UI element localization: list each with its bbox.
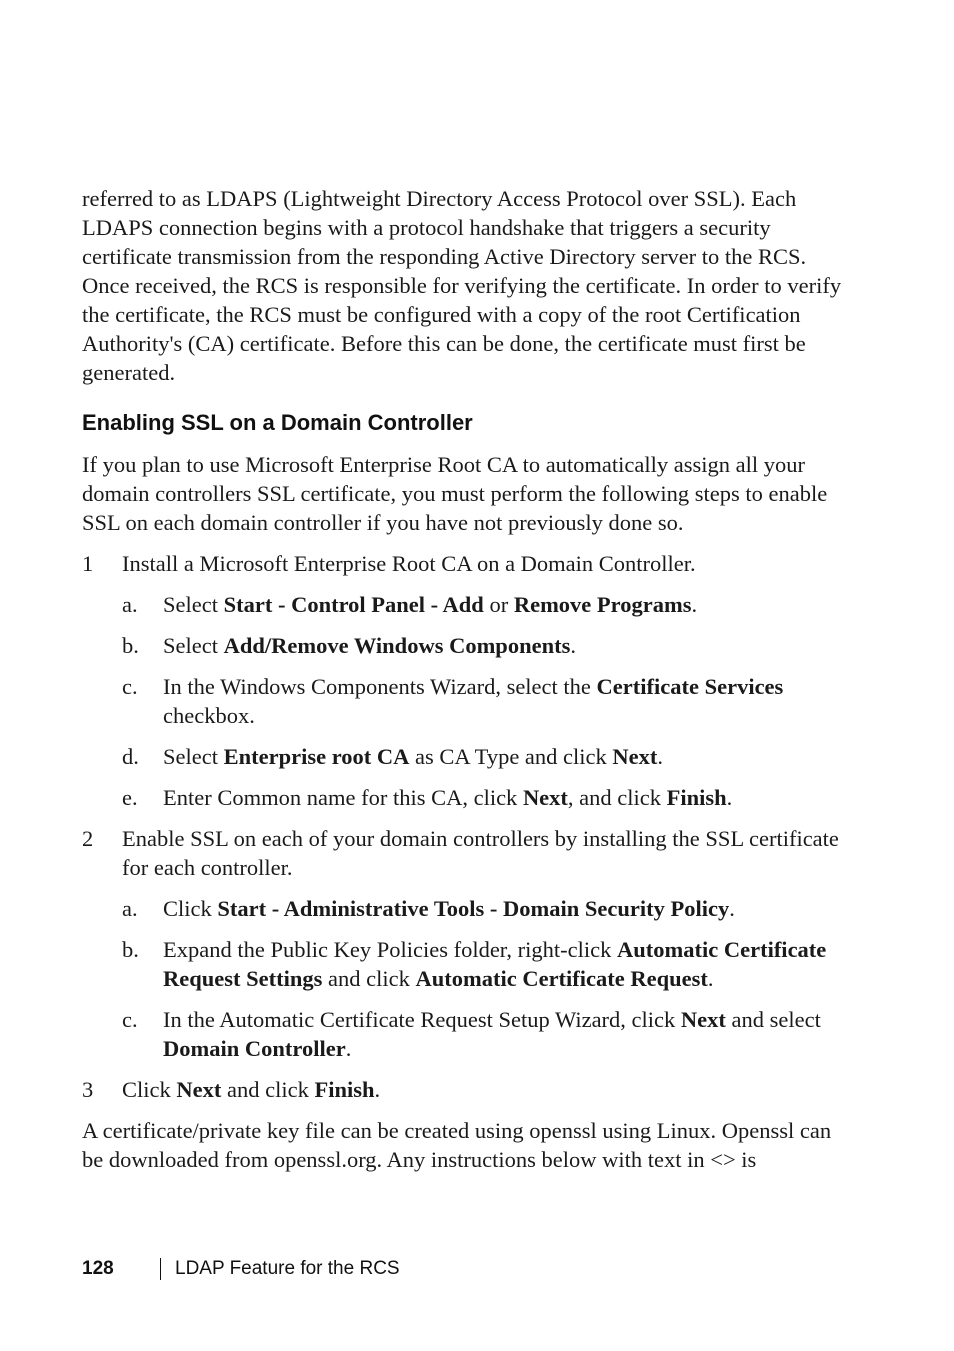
ui-label: Start - Control Panel - Add [223, 592, 484, 617]
step-text: and click [221, 1077, 315, 1102]
step-text: Enable SSL on each of your domain controllers by installing the SSL certificate for each controller. [122, 826, 839, 880]
closing-paragraph: A certificate/private key file can be created using openssl using Linux. Openssl can be downloaded from openssl.org. Any instructions below with text in <> is [82, 1118, 832, 1172]
ui-label: Finish [314, 1077, 375, 1102]
ui-label: Next [522, 785, 568, 810]
ui-label: Next [612, 744, 658, 769]
substep-text: or [483, 592, 514, 617]
substeps-list [122, 894, 854, 1063]
substep-text: and select [725, 1007, 821, 1032]
substep-text: , and click [567, 785, 667, 810]
ui-label: Finish [666, 785, 727, 810]
substep-letter: c. [122, 1007, 138, 1032]
step-3 [82, 1075, 854, 1104]
substep-text: Click [163, 896, 218, 921]
step-text: Click [122, 1077, 177, 1102]
substep-text: Enter Common name for this CA, click [163, 785, 523, 810]
intro-paragraph: referred to as LDAPS (Lightweight Directory Access Protocol over SSL). Each LDAPS connection begins with a protocol handshake that triggers a security certificate transmission from the responding Active Directory server to the RCS. Once received, the RCS is responsible for verifying the certificate. In order to verify the certificate, the RCS must be configured with a copy of the root Certification Authority's (CA) certificate. Before this can be done, the certificate must first be generated. [82, 186, 842, 385]
footer-divider [160, 1258, 161, 1280]
steps-list [82, 549, 854, 1104]
substep-text: In the Automatic Certificate Request Setup Wizard, click [163, 1007, 681, 1032]
substep-letter: b. [122, 633, 139, 658]
substep-text: . [345, 1036, 352, 1061]
ui-label: Enterprise root CA [223, 744, 410, 769]
ui-label: Start - Administrative Tools - Domain Security Policy [217, 896, 730, 921]
substep-letter: a. [122, 896, 138, 921]
substep-1a [122, 590, 854, 619]
ui-label: Automatic Certificate Request [415, 966, 708, 991]
substep-text: In the Windows Components Wizard, select the [163, 674, 597, 699]
substep-text: checkbox. [163, 703, 255, 728]
substep-text: Expand the Public Key Policies folder, right-click [163, 937, 617, 962]
page-content [82, 184, 854, 1174]
substep-1b [122, 631, 854, 660]
substep-text: and click [322, 966, 416, 991]
section-intro: If you plan to use Microsoft Enterprise Root CA to automatically assign all your domain controllers SSL certificate, you must perform the following steps to enable SSL on each domain controller if you have not previously done so. [82, 452, 828, 535]
substep-letter: a. [122, 592, 138, 617]
footer-section-title: LDAP Feature for the RCS [175, 1258, 400, 1279]
ui-label: Automatic Certificate Request Settings [163, 937, 827, 991]
substep-text: Select [163, 592, 224, 617]
step-number: 1 [82, 551, 94, 576]
ui-label: Remove Programs [513, 592, 692, 617]
substep-1e [122, 783, 854, 812]
substep-text: . [707, 966, 714, 991]
step-text: Install a Microsoft Enterprise Root CA on a Domain Controller. [122, 551, 696, 576]
substep-2c [122, 1005, 854, 1063]
substep-letter: e. [122, 785, 138, 810]
substep-letter: b. [122, 937, 139, 962]
substep-text: as CA Type and click [409, 744, 613, 769]
page-footer [82, 1256, 400, 1282]
substep-text: . [729, 896, 735, 921]
ui-label: Next [176, 1077, 222, 1102]
ui-label: Domain Controller [163, 1036, 346, 1061]
step-number: 3 [82, 1077, 94, 1102]
page-number: 128 [82, 1258, 114, 1279]
substep-text: Select [163, 633, 224, 658]
substep-text: . [570, 633, 576, 658]
substep-letter: d. [122, 744, 139, 769]
substep-letter: c. [122, 674, 138, 699]
substep-text: . [657, 744, 664, 769]
ui-label: Certificate Services [596, 674, 784, 699]
section-heading: Enabling SSL on a Domain Controller [82, 410, 473, 435]
substep-1d [122, 742, 854, 771]
ui-label: Next [680, 1007, 726, 1032]
substep-1c [122, 672, 854, 730]
step-number: 2 [82, 826, 94, 851]
ui-label: Add/Remove Windows Components [223, 633, 571, 658]
step-2 [82, 824, 854, 1063]
substep-text: . [726, 785, 733, 810]
substep-text: Select [163, 744, 224, 769]
substep-text: . [691, 592, 698, 617]
step-1 [82, 549, 854, 812]
substep-2a [122, 894, 854, 923]
step-text: . [374, 1077, 381, 1102]
substep-2b [122, 935, 854, 993]
substeps-list [122, 590, 854, 812]
